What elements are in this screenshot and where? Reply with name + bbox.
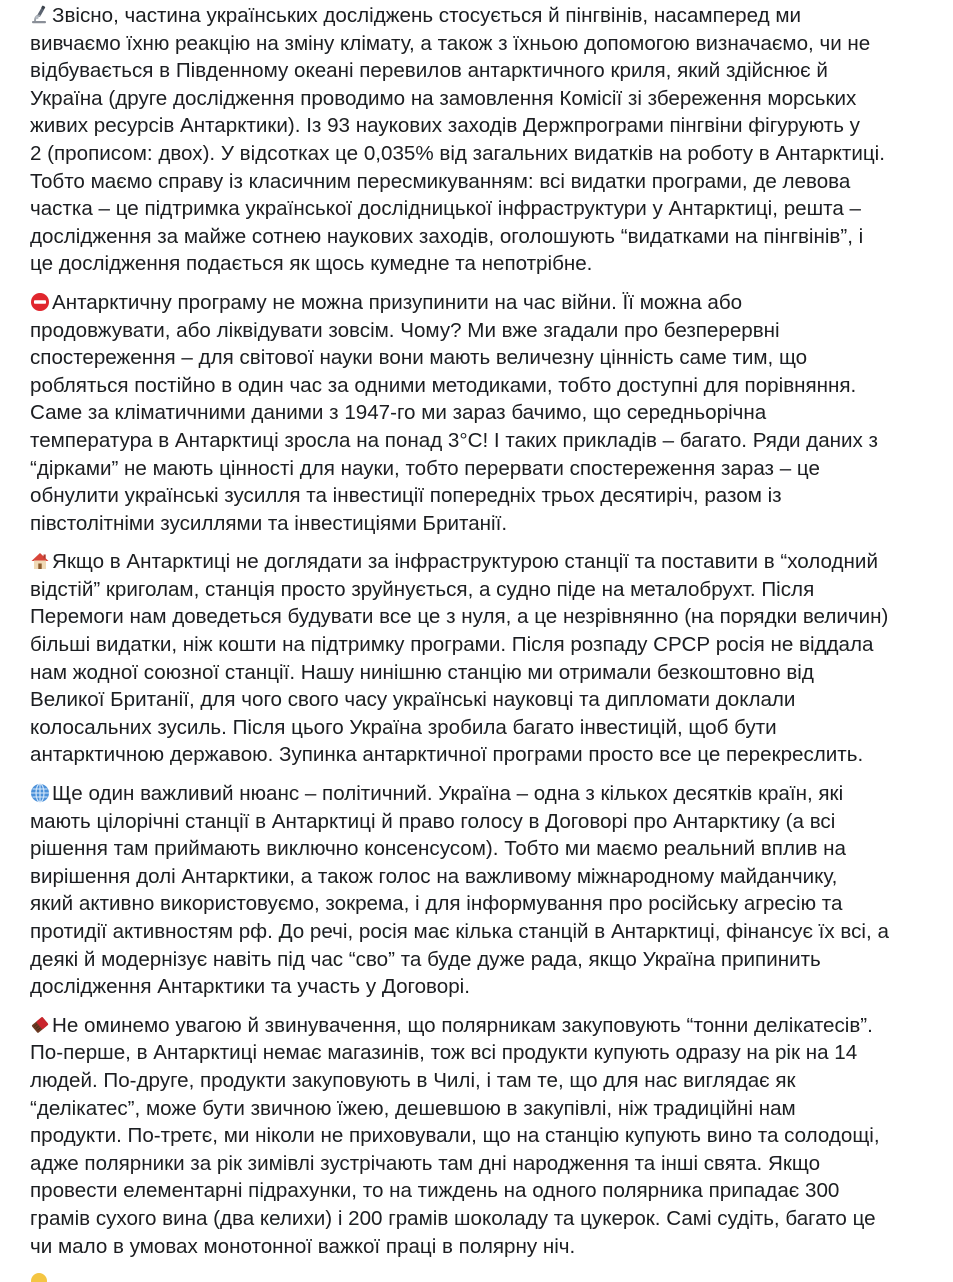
paragraph-infrastructure: Якщо в Антарктиці не доглядати за інфраструктурою станції та поставити в “холодний відстій” криголам, станція просто зруйнується, а судно піде на металобрухт. Після Перемоги нам доведеться будувати все це з нуля, а це незрівнянно (на порядки величин) більші видатки, ніж кошти на підтримку програми. Після розпаду СРСР росія не віддала нам жодної союзної станції. Нашу нинішню станцію ми отримали безкоштовно від Великої Британії, для чого свого часу українські науковці та дипломати доклали колосальних зусиль. Після цього Україна зробила багато інвестицій, щоб бути антарктичною державою. Зупинка антарктичної програми просто все це перекреслить. [30,550,889,767]
chocolate-bar-icon [30,1015,50,1035]
paragraph-penguins: Звісно, частина українських досліджень стосується й пінгвінів, насамперед ми вивчаємо їхню реакцію на зміну клімату, а також з їхньою допомогою визначаємо, чи не відбувається в Південному океані перевилов антарктичного криля, який здійснює й Україна (друге дослідження проводимо на замовлення Комісії зі збереження морських живих ресурсів Антарктики). Із 93 наукових заходів Держпрограми пінгвіни фігурують у 2 (прописом: двох). У відсотках це 0,035% від загальних видатків на роботу в Антарктиці. Тобто маємо справу із класичним пересмикуванням: всі видатки програми, де левова частка – це підтримка української дослідницької інфраструктури у Антарктиці, решта – дослідження за майже сотнею наукових заходів, оголошують “видатками на пінгвінів”, і це дослідження подається як щось кумедне та непотрібне. [30,4,885,276]
partial-emoji-icon [30,1272,48,1282]
paragraph-delicacies: Не оминемо увагою й звинувачення, що полярникам закуповують “тонни делікатесів”. По-перше, в Антарктиці немає магазинів, тож всі продукти купують одразу на рік на 14 людей. По-друге, продукти закуповують в Чилі, і там те, що для нас виглядає як “делікатес”, може бути звичною їжею, дешевшою в закупівлі, ніж традиційні нам продукти. По-третє, ми ніколи не приховували, що на станцію купують вино та солодощі, адже полярники за рік зимівлі зустрічають там дні народження та інші свята. Якщо провести елементарні підрахунки, то на тиждень на одного полярника припадає 300 грамів сухого вина (два келихи) і 200 грамів шоколаду та цукерок. Самі судіть, багато це чи мало в умовах монотонної важкої праці в полярну ніч. [30,1013,880,1258]
house-icon [30,551,50,571]
paragraph-program-pause: Антарктичну програму не можна призупинити на час війни. Її можна або продовжувати, або ліквідувати зовсім. Чому? Ми вже згадали про безперервні спостереження – для світової науки вони мають величезну цінність саме тим, що робляться постійно в один час за одними методиками, тобто доступні для порівняння. Саме за кліматичними даними з 1947-го ми зараз бачимо, що середньорічна температура в Антарктиці зросла на понад 3°С! І таких прикладів – багато. Ряди даних з “дірками” не мають цінності для науки, тобто перервати спостереження зараз – це обнулити українські зусилля та інвестиції попередніх трьох десятиріч, разом із півстолітніми зусиллями та інвестиціями Британії. [30,290,878,535]
post-text [30,2,930,1271]
microscope-icon [30,5,50,25]
paragraph-political: Ще один важливий нюанс – політичний. Україна – одна з кількох десятків країн, які мають цілорічні станції в Антарктиці й право голосу в Договорі про Антарктику (а всі рішення там приймають виключно консенсусом). Тобто ми маємо реальний вплив на вирішення долі Антарктики, а також голос на важливому міжнародному майданчику, який активно використовуємо, зокрема, і для інформування про російську агресію та протидії активностям рф. До речі, росія має кілька станцій в Антарктиці, фінансує їх всі, а деякі й модернізує навіть під час “сво” та буде дуже рада, якщо Україна припинить дослідження Антарктики та участь у Договорі. [30,782,889,999]
no-entry-icon [30,292,50,312]
globe-icon [30,783,50,803]
